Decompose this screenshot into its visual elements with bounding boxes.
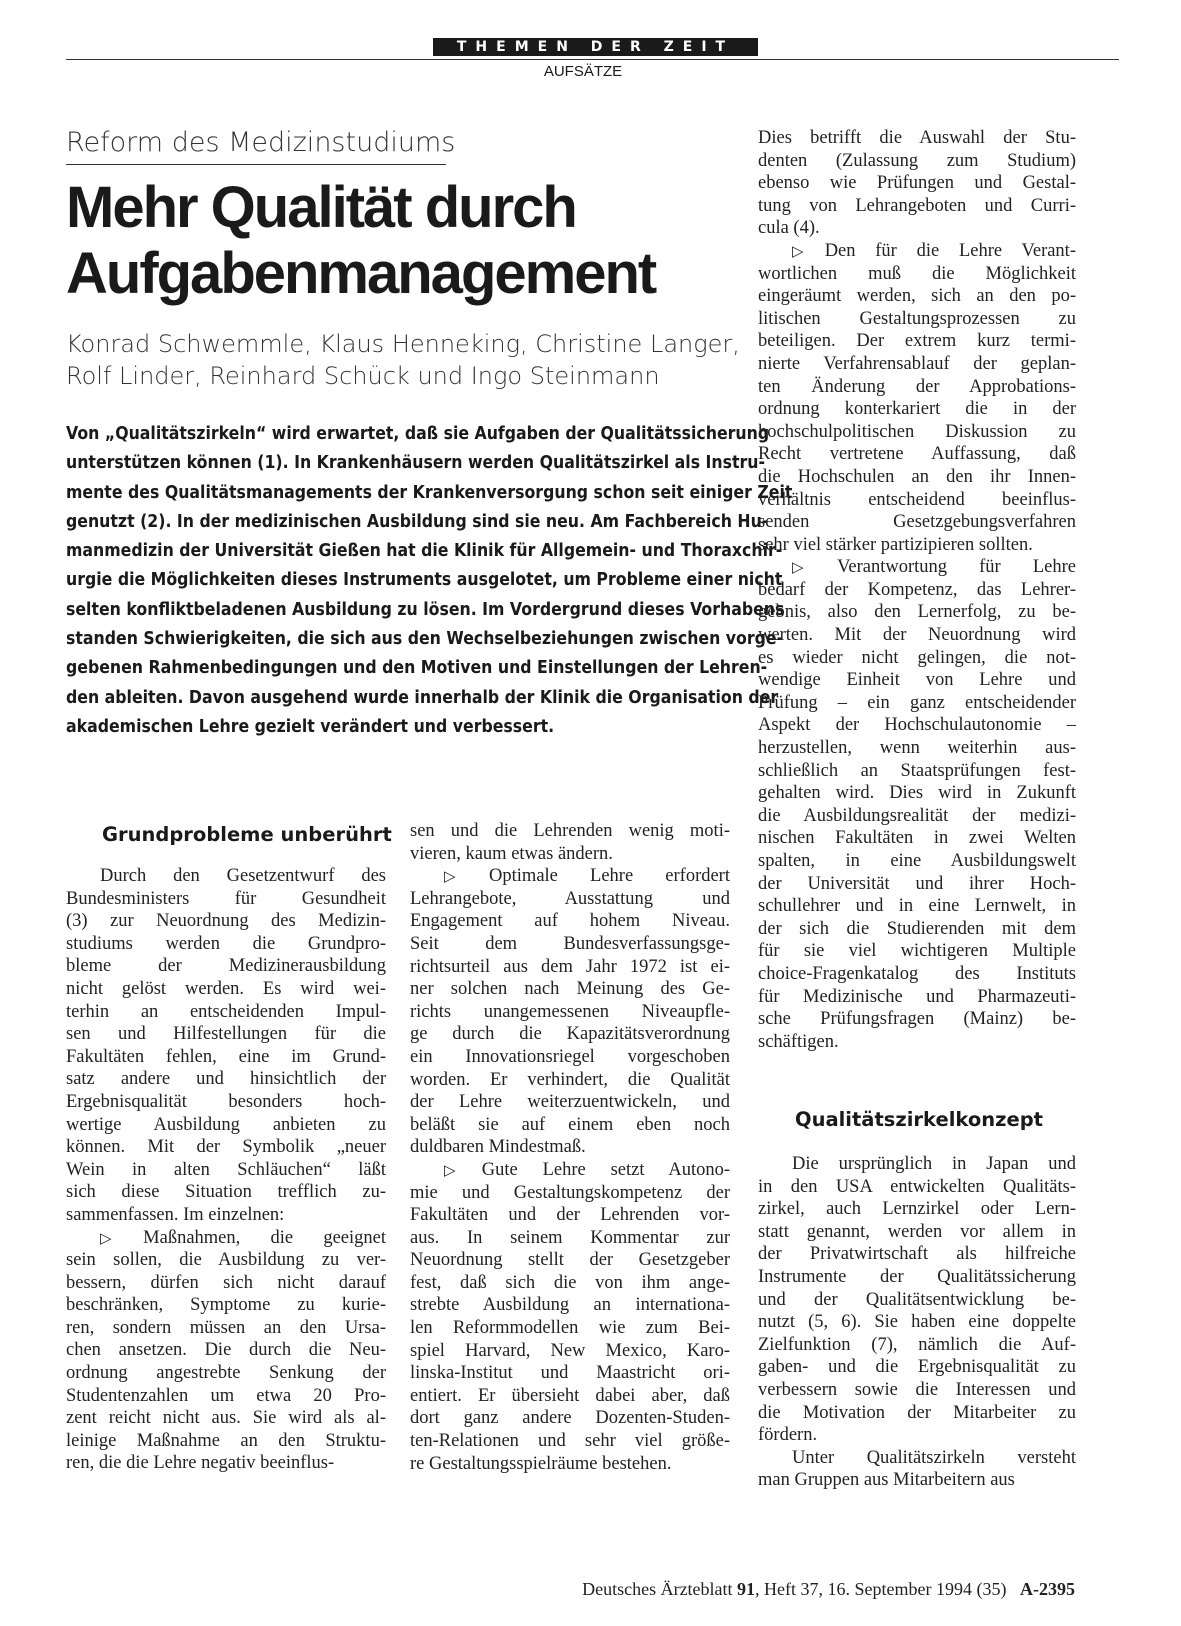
body-line: tung von Lehrangeboten und Curri-	[758, 195, 1076, 216]
author-line: Konrad Schwemmle, Klaus Henneking, Christine Langer,	[66, 330, 740, 358]
abstract-line: den ableiten. Davon ausgehend wurde innerhalb der Klinik die Organisation der	[66, 687, 779, 708]
body-line: chen ansetzen. Die durch die Neu-	[66, 1340, 386, 1361]
abstract-line: akademischen Lehre gezielt verändert und verbessert.	[66, 716, 555, 737]
body-line: ten Änderung der Approbations-	[758, 376, 1076, 397]
body-line: schäftigen.	[758, 1031, 839, 1052]
body-line: leinige Maßnahme an den Struktu-	[66, 1430, 386, 1451]
section-heading-qualitaetszirkelkonzept: Qualitätszirkelkonzept	[795, 1108, 1043, 1131]
body-line: der Lehre weiterzuentwickeln, und	[410, 1092, 730, 1113]
body-line: wertige Ausbildung anbieten zu	[66, 1114, 386, 1135]
body-line: werten. Mit der Neuordnung wird	[758, 625, 1076, 646]
body-line: ein Innovationsriegel vorgeschoben	[410, 1046, 730, 1067]
body-line: Studentenzahlen um etwa 20 Pro-	[66, 1385, 386, 1406]
abstract-line: Von „Qualitätszirkeln“ wird erwartet, daß sie Aufgaben der Qualitätssicherung	[66, 424, 770, 444]
article-kicker: Reform des Medizinstudiums	[66, 127, 456, 158]
triangle-right-outline-icon: ▷	[444, 1160, 476, 1179]
body-line: sich diese Situation trefflich zu-	[66, 1182, 386, 1203]
body-line: litischen Gestaltungsprozessen zu	[758, 308, 1076, 329]
body-line: schullehrer und in eine Lernwelt, in	[758, 896, 1076, 917]
body-line: Instrumente der Qualitätssicherung	[758, 1266, 1076, 1287]
body-line: Seit dem Bundesverfassungsge-	[410, 933, 730, 954]
body-line: sein sollen, die Ausbildung zu ver-	[66, 1250, 386, 1271]
body-line: nicht gelöst werden. Es wird wei-	[66, 978, 386, 999]
abstract-line: mente des Qualitätsmanagements der Krankenversorgung schon seit einiger Zeit	[66, 482, 793, 503]
body-line: wendige Einheit von Lehre und	[758, 670, 1076, 691]
body-line: in den USA entwickelten Qualitäts-	[758, 1176, 1076, 1197]
body-line: Wein in alten Schläuchen“ läßt	[66, 1159, 386, 1180]
body-line: hochschulpolitischen Diskussion zu	[758, 421, 1076, 442]
body-column-3	[758, 127, 1076, 1053]
body-line: zent reicht nicht aus. Sie wird als al-	[66, 1408, 386, 1429]
body-line: dort ganz andere Dozenten-Studen-	[410, 1408, 730, 1429]
body-line: duldbaren Mindestmaß.	[410, 1137, 586, 1158]
body-line: es wieder nicht gelingen, die not-	[758, 647, 1076, 668]
body-line: fest, daß sich die von ihm ange-	[410, 1272, 730, 1293]
body-line: spalten, in eine Ausbildungswelt	[758, 851, 1076, 871]
line-text: Maßnahmen, die geeignet	[143, 1227, 386, 1248]
abstract-line: genutzt (2). In der medizinischen Ausbildung sind sie neu. Am Fachbereich Hu-	[66, 511, 769, 532]
line-text: Verantwortung für Lehre	[837, 557, 1076, 578]
body-line	[410, 1159, 730, 1182]
body-column-1	[66, 865, 386, 1475]
abstract-line: manmedizin der Universität Gießen hat die Klinik für Allgemein- und Thoraxchir-	[66, 541, 783, 562]
body-line: der Universität und ihrer Hoch-	[758, 873, 1076, 894]
body-line: entiert. Er übersieht dabei aber, daß	[410, 1385, 730, 1406]
triangle-right-outline-icon: ▷	[792, 558, 832, 577]
body-line	[410, 865, 730, 888]
body-line: Aspekt der Hochschulautonomie –	[758, 715, 1076, 736]
body-line: aus. In seinem Kommentar zur	[410, 1227, 730, 1248]
body-column-2	[410, 820, 730, 1475]
body-line: sen und die Lehrenden wenig moti-	[410, 821, 730, 841]
body-line: für Medizinische und Pharmazeuti-	[758, 986, 1076, 1007]
body-line: gaben- und die Ergebnisqualität zu	[758, 1357, 1076, 1378]
abstract-line: standen Schwierigkeiten, die sich aus den Wechselbeziehungen zwischen vorge-	[66, 629, 784, 650]
body-line: nutzt (5, 6). Sie haben eine doppelte	[758, 1312, 1076, 1333]
body-line: herzustellen, wenn weiterhin aus-	[758, 738, 1076, 759]
body-line: der sich die Studierenden mit dem	[758, 918, 1076, 939]
body-line: ebenso wie Prüfungen und Gestal-	[758, 173, 1076, 194]
body-line: gehalten wird. Dies wird in Zukunft	[758, 783, 1076, 804]
body-line: vieren, kaum etwas ändern.	[410, 843, 613, 864]
body-line: die Hochschulen an den ihr Innen-	[758, 466, 1076, 487]
body-line: sehr viel stärker partizipieren sollten.	[758, 534, 1033, 555]
body-line: satz andere und hinsichtlich der	[66, 1069, 386, 1090]
body-line: studiums werden die Grundpro-	[66, 933, 386, 954]
body-line: bleme der Medizinerausbildung	[66, 956, 386, 977]
body-line: mie und Gestaltungskompetenz der	[410, 1182, 730, 1203]
body-line: ren, die die Lehre negativ beeinflus-	[66, 1453, 335, 1474]
body-line: verhältnis entscheidend beeinflus-	[758, 489, 1076, 510]
author-list	[66, 328, 746, 392]
body-line: eingeräumt werden, sich an den po-	[758, 286, 1076, 307]
body-line: (3) zur Neuordnung des Medizin-	[66, 911, 386, 932]
body-line: Prüfung – ein ganz entscheidender	[758, 692, 1076, 713]
body-line	[66, 1227, 386, 1250]
body-line: ten-Relationen und sehr viel größe-	[410, 1431, 730, 1452]
body-line: strebte Ausbildung an internationa-	[410, 1295, 730, 1316]
body-line: Ergebnisqualität besonders hoch-	[66, 1091, 386, 1112]
body-line: die Motivation der Mitarbeiter zu	[758, 1402, 1076, 1423]
triangle-right-outline-icon: ▷	[792, 241, 819, 260]
body-line: ren, sondern müssen an den Ursa-	[66, 1317, 386, 1338]
body-line: spiel Harvard, New Mexico, Karo-	[410, 1340, 730, 1361]
body-line	[758, 240, 1076, 263]
line-text: Gute Lehre setzt Autono-	[481, 1159, 730, 1180]
header-rule	[66, 59, 1119, 60]
body-line: Neuordnung stellt der Gesetzgeber	[410, 1250, 730, 1271]
body-line: fördern.	[758, 1425, 818, 1446]
body-line: sen und Hilfestellungen für die	[66, 1024, 386, 1045]
abstract-line: selten konfliktbeladenen Ausbildung zu lösen. Im Vordergrund dieses Vorhabens	[66, 599, 785, 620]
kicker-rule	[66, 164, 446, 165]
body-line: sammenfassen. Im einzelnen:	[66, 1204, 285, 1225]
body-line: statt genannt, werden vor allem in	[758, 1221, 1076, 1242]
body-line: linska-Institut und Maastricht ori-	[410, 1363, 730, 1384]
article-abstract	[66, 420, 793, 742]
body-line: zirkel, auch Lernzirkel oder Lern-	[758, 1199, 1076, 1220]
body-column-3-continued	[758, 1153, 1076, 1492]
title-line: Aufgabenmanagement	[66, 241, 656, 306]
issue-date: , Heft 37, 16. September 1994 (35)	[755, 1579, 1007, 1599]
body-line: denten (Zulassung zum Studium)	[758, 150, 1076, 171]
body-line: bessern, dürfen sich nicht darauf	[66, 1272, 386, 1293]
body-line: Lehrangebote, Ausstattung und	[410, 888, 730, 909]
body-line: re Gestaltungsspielräume bestehen.	[410, 1453, 672, 1474]
body-line: Zielfunktion (7), nämlich die Auf-	[758, 1334, 1076, 1355]
body-line: beteiligen. Der extrem kurz termi-	[758, 331, 1076, 352]
body-line: cula (4).	[758, 218, 820, 239]
author-line: Rolf Linder, Reinhard Schück und Ingo Steinmann	[66, 362, 660, 390]
body-line: und der Qualitätsentwicklung be-	[758, 1289, 1076, 1310]
body-line: die Ausbildungsrealität der medizi-	[758, 805, 1076, 826]
body-line: Fakultäten fehlen, eine im Grund-	[66, 1046, 386, 1067]
body-line: worden. Er verhindert, die Qualität	[410, 1069, 730, 1090]
page-number: A-2395	[1020, 1579, 1075, 1599]
body-line: nischen Fakultäten in zwei Welten	[758, 828, 1076, 849]
body-line: Unter Qualitätszirkeln versteht	[792, 1447, 1076, 1468]
triangle-right-outline-icon: ▷	[444, 867, 484, 886]
journal-volume: 91	[737, 1579, 756, 1599]
page-footer	[520, 1578, 1075, 1600]
body-line: Engagement auf hohem Niveau.	[410, 911, 730, 932]
body-line: Fakultäten und der Lehrenden vor-	[410, 1205, 730, 1226]
body-line: bedarf der Kompetenz, das Lehrer-	[758, 579, 1076, 600]
line-text: Optimale Lehre erfordert	[489, 866, 730, 887]
body-line: verbessern sowie die Interessen und	[758, 1379, 1076, 1400]
body-line: der Privatwirtschaft als hilfreiche	[758, 1244, 1076, 1265]
title-line: Mehr Qualität durch	[66, 175, 576, 240]
section-heading-grundprobleme: Grundprobleme unberührt	[102, 823, 392, 846]
body-line: beläßt sie auf einem eben noch	[410, 1114, 730, 1135]
line-text: Den für die Lehre Verant-	[824, 240, 1076, 261]
body-line: ordnung angestrebte Senkung der	[66, 1363, 386, 1384]
body-line: Bundesministers für Gesundheit	[66, 888, 386, 909]
body-line: wortlichen muß die Möglichkeit	[758, 263, 1076, 284]
body-line: ordnung konterkariert die in der	[758, 399, 1076, 420]
subsection-label: AUFSÄTZE	[543, 63, 623, 80]
journal-name: Deutsches Ärzteblatt	[582, 1579, 733, 1599]
body-line: für sie viel wichtigeren Multiple	[758, 941, 1076, 962]
body-line: Recht vertretene Auffassung, daß	[758, 444, 1076, 465]
abstract-line: gebenen Rahmenbedingungen und den Motiven und Einstellungen der Lehren-	[66, 658, 768, 679]
body-line: beschränken, Symptome zu kurie-	[66, 1295, 386, 1316]
body-line: gebnis, also den Lernerfolg, zu be-	[758, 602, 1076, 623]
body-line	[758, 556, 1076, 579]
article-title	[66, 175, 766, 307]
body-line: choice-Fragenkatalog des Instituts	[758, 963, 1076, 984]
body-line: Durch den Gesetzentwurf des	[100, 866, 386, 886]
body-line: ner solchen nach Meinung des Ge-	[410, 979, 730, 1000]
body-line: Dies betrifft die Auswahl der Stu-	[758, 128, 1076, 148]
body-line: senden Gesetzgebungsverfahren	[758, 512, 1076, 533]
body-line: schließlich an Staatsprüfungen fest-	[758, 760, 1076, 781]
triangle-right-outline-icon: ▷	[100, 1228, 138, 1247]
section-banner: THEMEN DER ZEIT	[433, 38, 758, 56]
body-line: terhin an entscheidenden Impul-	[66, 1001, 386, 1022]
body-line: richtsurteil aus dem Jahr 1972 ist ei-	[410, 956, 730, 977]
body-line: nierte Verfahrensablauf der geplan-	[758, 353, 1076, 374]
abstract-line: urgie die Möglichkeiten dieses Instruments ausgelotet, um Probleme einer nicht	[66, 570, 783, 591]
body-line: können. Mit der Symbolik „neuer	[66, 1137, 386, 1158]
body-line: man Gruppen aus Mitarbeitern aus	[758, 1470, 1015, 1491]
body-line: ge durch die Kapazitätsverordnung	[410, 1024, 730, 1045]
body-line: richts unangemessenen Niveaupfle-	[410, 1001, 730, 1022]
body-line: sche Prüfungsfragen (Mainz) be-	[758, 1009, 1076, 1030]
body-line: Die ursprünglich in Japan und	[792, 1154, 1076, 1174]
abstract-line: unterstützen können (1). In Krankenhäusern werden Qualitätszirkel als Instru-	[66, 453, 766, 474]
body-line: len Reformmodellen wie zum Bei-	[410, 1318, 730, 1339]
